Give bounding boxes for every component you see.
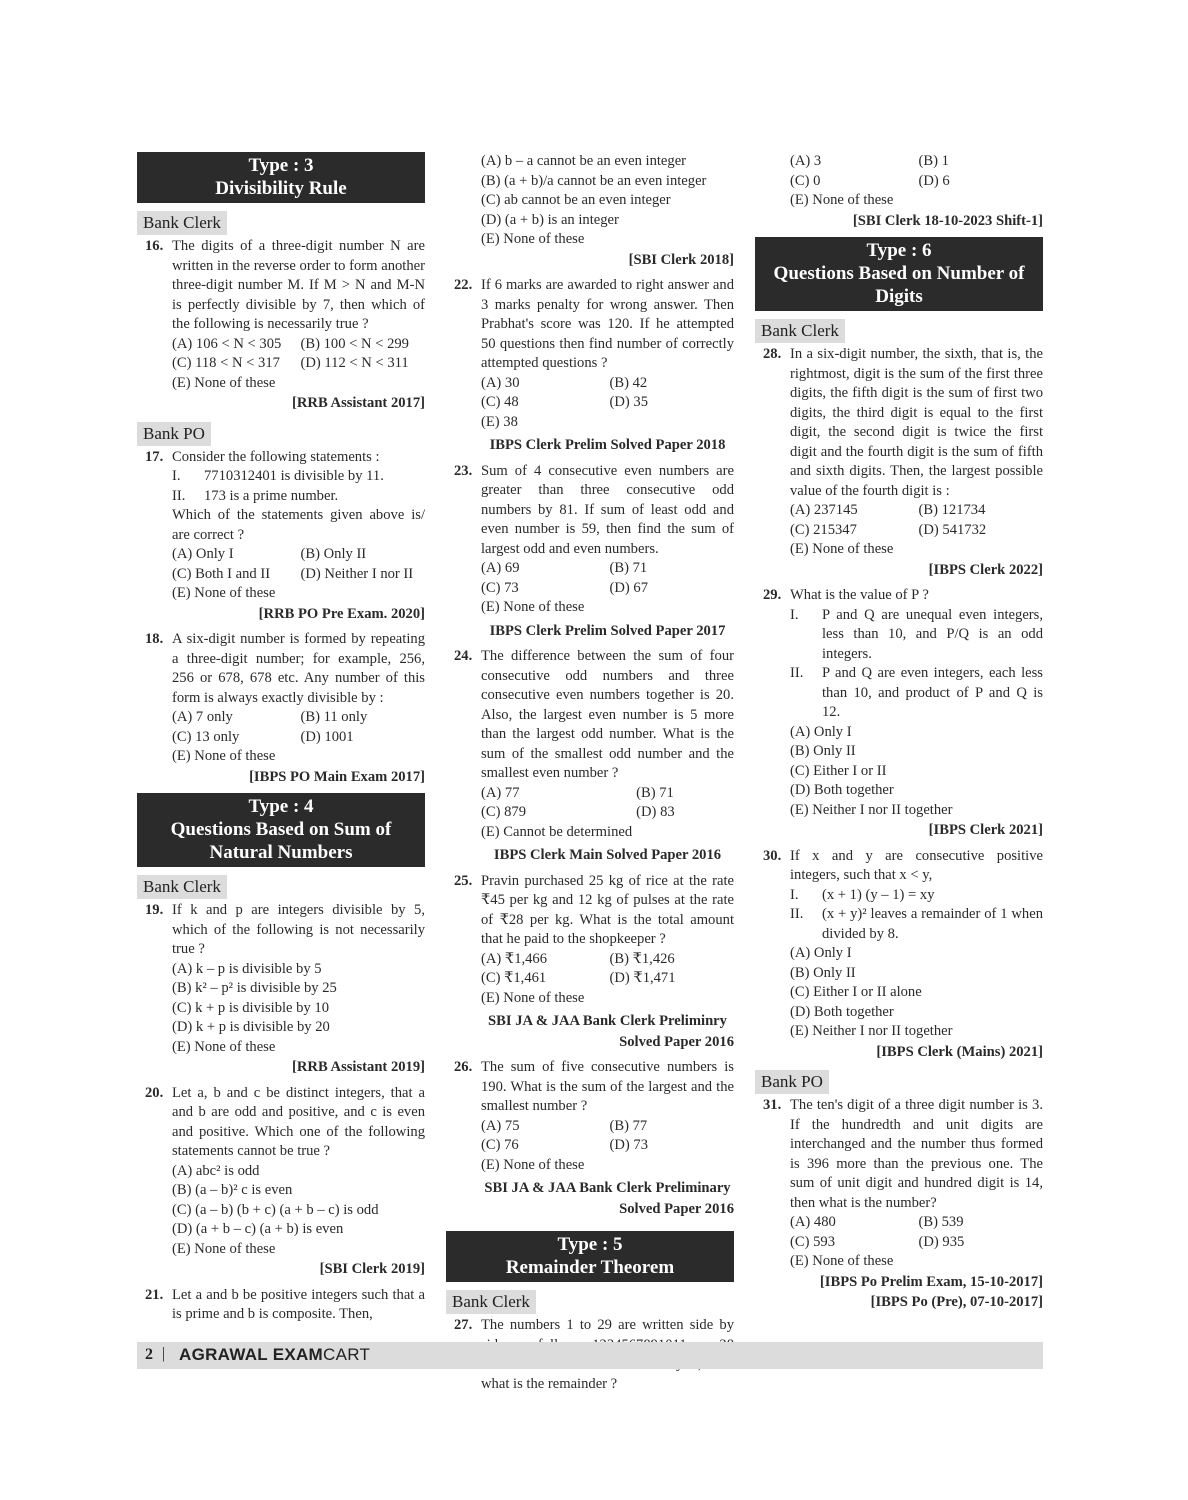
question-29 bbox=[755, 586, 1043, 841]
option-d: (D) 83 bbox=[636, 804, 675, 820]
statement-1 bbox=[790, 606, 1043, 665]
category-label: Bank Clerk bbox=[755, 319, 845, 343]
option-c: (C) k + p is divisible by 10 bbox=[172, 999, 330, 1016]
type-5-title: Type : 5 bbox=[557, 1234, 623, 1255]
option-d: (D) Both together bbox=[790, 782, 894, 798]
option-b: (B) ₹1,426 bbox=[609, 950, 675, 967]
option-c: (C) 13 only bbox=[172, 728, 240, 745]
option-a: (A) 75 bbox=[481, 1117, 520, 1134]
option-a: (A) Only I bbox=[790, 723, 852, 740]
statement-text: (x + y)² leaves a remainder of 1 when divided by 8. bbox=[822, 906, 1043, 942]
option-e: (E) None of these bbox=[481, 599, 585, 615]
option-d: (D) 112 < N < 311 bbox=[300, 355, 409, 371]
question-text: Pravin purchased 25 kg of rice at the rate ₹45 per kg and 12 kg of pulses at the rate of ₹28 per kg. What is the total amount that he paid to the shopkeeper ? bbox=[481, 872, 734, 947]
question-text: The ten's digit of a three digit number is 3. If the hundredth and unit digits are interchanged and the number thus formed is 396 more than the previous one. The sum of unit digit and hundred digit is 14, then what is the number? bbox=[790, 1097, 1043, 1211]
option-a: (A) 3 bbox=[790, 153, 822, 169]
type-4-subtitle-2: Natural Numbers bbox=[209, 842, 353, 863]
question-28 bbox=[755, 345, 1043, 580]
type-4-subtitle: Questions Based on Sum of bbox=[170, 819, 392, 840]
option-b: (B) (a + b)/a cannot be an even integer bbox=[481, 172, 707, 189]
option-e: (E) None of these bbox=[481, 1156, 585, 1173]
option-d: (D) Neither I nor II bbox=[300, 565, 414, 582]
statement-label: II. bbox=[790, 906, 804, 922]
category-label: Bank Clerk bbox=[137, 875, 227, 899]
question-source: [RRB Assistant 2017] bbox=[292, 395, 425, 411]
option-d: (D) ₹1,471 bbox=[609, 970, 676, 986]
question-text: A six-digit number is formed by repeating a three-digit number; for example, 256, 256 or 678, 678 etc. Any number of this form is always exactly divisible by : bbox=[172, 631, 425, 706]
option-b: (B) 42 bbox=[609, 374, 648, 391]
question-source: SBI JA & JAA Bank Clerk Preliminry bbox=[488, 1013, 727, 1029]
question-source-2: [IBPS Po (Pre), 07-10-2017] bbox=[870, 1294, 1043, 1310]
option-e: (E) 38 bbox=[481, 413, 518, 430]
question-text: Let a and b be positive integers such that a is prime and b is composite. Then, bbox=[172, 1286, 425, 1322]
question-source: [IBPS Clerk 2022] bbox=[928, 561, 1043, 578]
option-b: (B) 121734 bbox=[918, 502, 986, 518]
option-d: (D) 1001 bbox=[300, 728, 354, 745]
question-source: [SBI Clerk 2018] bbox=[628, 251, 734, 268]
option-a: (A) Only I bbox=[790, 945, 852, 961]
option-b: (B) Only II bbox=[790, 743, 856, 759]
question-text: Sum of 4 consecutive even numbers are greater than three consecutive odd numbers by 81. If sum of least odd and even number is 59, then find the sum of largest odd and even numbers. bbox=[481, 462, 734, 557]
question-text: Let a, b and c be distinct integers, that a and b are odd and positive, and c is even and positive. Which one of the following statements cannot be true ? bbox=[172, 1084, 425, 1159]
option-c: (C) (a – b) (b + c) (a + b – c) is odd bbox=[172, 1201, 379, 1218]
statement-2 bbox=[790, 664, 1043, 723]
option-d: (D) k + p is divisible by 20 bbox=[172, 1019, 330, 1035]
brand-logo bbox=[179, 1345, 370, 1365]
option-e: (E) None of these bbox=[790, 541, 894, 557]
question-source: [IBPS PO Main Exam 2017] bbox=[249, 768, 425, 785]
question-number: 31. bbox=[763, 1097, 782, 1113]
question-16 bbox=[137, 237, 425, 414]
category-label: Bank PO bbox=[755, 1070, 829, 1094]
question-source: [IBPS Clerk (Mains) 2021] bbox=[876, 1043, 1043, 1060]
question-text: The numbers 1 to 29 are written side by what is the remainder ? bbox=[481, 1317, 734, 1392]
question-number: 24. bbox=[454, 648, 473, 664]
footer-separator: | bbox=[162, 1345, 166, 1362]
option-a: (A) k – p is divisible by 5 bbox=[172, 960, 322, 977]
question-source-2: Solved Paper 2016 bbox=[619, 1200, 734, 1217]
option-b: (B) 100 < N < 299 bbox=[300, 335, 409, 352]
question-18 bbox=[137, 630, 425, 787]
column-3 bbox=[755, 152, 1043, 1319]
question-text: If k and p are integers divisible by 5, which of the following is not necessarily true ? bbox=[172, 902, 425, 957]
option-c: (C) 215347 bbox=[790, 521, 857, 538]
option-e: (E) Cannot be determined bbox=[481, 823, 633, 840]
option-e: (E) None of these bbox=[172, 374, 276, 391]
type-5-header bbox=[446, 1231, 734, 1282]
question-text: If x and y are consecutive positive integers, such that x < y, bbox=[790, 847, 1043, 883]
option-d: (D) Both together bbox=[790, 1003, 894, 1020]
question-source: IBPS Clerk Prelim Solved Paper 2017 bbox=[489, 622, 726, 639]
option-d: (D) 73 bbox=[609, 1137, 649, 1153]
option-a: (A) b – a cannot be an even integer bbox=[481, 153, 687, 169]
statement-text: 173 is a prime number. bbox=[204, 487, 339, 504]
question-source: IBPS Clerk Prelim Solved Paper 2018 bbox=[489, 437, 726, 453]
question-source: [IBPS Clerk 2021] bbox=[928, 822, 1043, 838]
question-number: 20. bbox=[145, 1084, 164, 1101]
category-label: Bank PO bbox=[137, 422, 211, 446]
question-number: 17. bbox=[145, 448, 164, 465]
statement-label: I. bbox=[790, 606, 799, 623]
option-c: (C) 48 bbox=[481, 394, 519, 410]
option-e: (E) None of these bbox=[481, 989, 585, 1006]
statement-label: II. bbox=[790, 665, 804, 681]
question-30 bbox=[755, 847, 1043, 1063]
option-b: (B) k² – p² is divisible by 25 bbox=[172, 980, 337, 996]
question-text: Consider the following statements : bbox=[172, 448, 380, 465]
option-d: (D) (a + b) is an integer bbox=[481, 211, 619, 228]
option-a: (A) 480 bbox=[790, 1214, 836, 1230]
question-19 bbox=[137, 901, 425, 1078]
option-b: (B) Only II bbox=[790, 964, 856, 981]
option-a: (A) ₹1,466 bbox=[481, 950, 548, 967]
category-label: Bank Clerk bbox=[446, 1290, 536, 1314]
column-2 bbox=[446, 152, 734, 1394]
question-24 bbox=[446, 647, 734, 866]
option-b: (B) 1 bbox=[918, 153, 949, 169]
question-26 bbox=[446, 1058, 734, 1219]
type-6-header bbox=[755, 237, 1043, 311]
option-e: (E) None of these bbox=[172, 1038, 276, 1055]
brand-name-light: CART bbox=[323, 1345, 371, 1364]
option-c: (C) 879 bbox=[481, 804, 526, 820]
question-text: If 6 marks are awarded to right answer and 3 marks penalty for wrong answer. Then Prabhat's score was 120. If he attempted 50 questions then find number of correctly attempted questions ? bbox=[481, 277, 734, 371]
question-text: The digits of a three-digit number N are written in the reverse order to form another three-digit number M. If M > N and M-N is perfectly divisible by 7, then which of the following is necessarily true ? bbox=[172, 238, 425, 332]
option-c: (C) Either I or II alone bbox=[790, 984, 922, 1000]
question-text: The difference between the sum of four consecutive odd numbers and three consecutive even numbers together is 20. Also, the largest even number is 5 more than the largest odd number. What is the sum of the smallest odd number and the smallest even number ? bbox=[481, 648, 734, 781]
question-number: 23. bbox=[454, 462, 473, 479]
type-3-title: Type : 3 bbox=[248, 155, 314, 176]
option-a: (A) abc² is odd bbox=[172, 1162, 260, 1179]
option-d: (D) 6 bbox=[918, 172, 950, 189]
question-source: [SBI Clerk 2019] bbox=[319, 1261, 425, 1277]
option-c: (C) 0 bbox=[790, 172, 821, 189]
type-4-title: Type : 4 bbox=[248, 796, 314, 817]
question-number: 29. bbox=[763, 587, 782, 603]
question-23 bbox=[446, 462, 734, 642]
option-e: (E) None of these bbox=[172, 1240, 276, 1257]
question-number: 18. bbox=[145, 631, 164, 647]
question-25 bbox=[446, 872, 734, 1053]
option-a: (A) 237145 bbox=[790, 502, 858, 518]
type-6-title: Type : 6 bbox=[866, 240, 932, 261]
question-source-2: Solved Paper 2016 bbox=[619, 1033, 734, 1050]
question-source: [IBPS Po Prelim Exam, 15-10-2017] bbox=[819, 1273, 1043, 1290]
question-number: 30. bbox=[763, 847, 782, 864]
option-c: (C) 118 < N < 317 bbox=[172, 355, 280, 371]
option-a: (A) 7 only bbox=[172, 709, 233, 725]
question-text: In a six-digit number, the sixth, that is, the rightmost, digit is the sum of the first three digits, the fifth digit is the sum of first two digits, the third digit is equal to the first digit, the second digit is twice the first digit and the fourth digit is the sum of fifth and sixth digits. Then, the largest possible value of the fourth digit is : bbox=[790, 346, 1043, 499]
type-3-header bbox=[137, 152, 425, 203]
question-22 bbox=[446, 276, 734, 456]
question-source: IBPS Clerk Main Solved Paper 2016 bbox=[493, 847, 722, 863]
type-6-subtitle: Questions Based on Number of bbox=[773, 263, 1025, 284]
option-b: (B) 77 bbox=[609, 1117, 648, 1134]
question-source: [SBI Clerk 18-10-2023 Shift-1] bbox=[852, 212, 1043, 229]
option-e: (E) None of these bbox=[172, 585, 276, 601]
option-c: (C) Both I and II bbox=[172, 565, 271, 582]
option-b: (B) Only II bbox=[300, 546, 367, 562]
type-4-header bbox=[137, 793, 425, 867]
question-21-options bbox=[446, 152, 734, 270]
statement-1 bbox=[790, 886, 1043, 906]
option-c: (C) 73 bbox=[481, 579, 519, 596]
question-17 bbox=[137, 448, 425, 625]
question-source: [RRB PO Pre Exam. 2020] bbox=[258, 605, 425, 622]
option-d: (D) 935 bbox=[918, 1233, 965, 1250]
option-d: (D) 541732 bbox=[918, 521, 987, 538]
question-27-options bbox=[755, 152, 1043, 231]
option-e: (E) None of these bbox=[790, 1253, 894, 1269]
option-b: (B) 11 only bbox=[300, 709, 368, 725]
option-d: (D) (a + b – c) (a + b) is even bbox=[172, 1221, 344, 1237]
type-6-subtitle-2: Digits bbox=[875, 286, 923, 307]
statement-1 bbox=[172, 467, 425, 487]
statement-2 bbox=[172, 487, 425, 507]
question-text: The sum of five consecutive numbers is 190. What is the sum of the largest and the smallest number ? bbox=[481, 1059, 734, 1114]
statement-text: P and Q are even integers, each less than 10, and product of P and Q is 12. bbox=[822, 665, 1043, 720]
question-number: 19. bbox=[145, 902, 164, 918]
question-number: 25. bbox=[454, 872, 473, 889]
category-label: Bank Clerk bbox=[137, 211, 227, 235]
question-number: 27. bbox=[454, 1317, 473, 1333]
option-c: (C) Either I or II bbox=[790, 762, 887, 779]
statement-text: P and Q are unequal even integers, less than 10, and P/Q is an odd integers. bbox=[822, 606, 1043, 662]
question-text-2: Which of the statements given above is/ are correct ? bbox=[172, 507, 425, 543]
brand-name-bold: AGRAWAL EXAM bbox=[179, 1345, 324, 1364]
page-number: 2 bbox=[145, 1346, 153, 1363]
option-e: (E) None of these bbox=[790, 192, 894, 208]
statement-text: 7710312401 is divisible by 11. bbox=[204, 468, 384, 484]
option-b: (B) 71 bbox=[636, 784, 674, 801]
option-e: (E) None of these bbox=[172, 748, 276, 764]
option-e: (E) Neither I nor II together bbox=[790, 801, 953, 818]
question-source: SBI JA & JAA Bank Clerk Preliminary bbox=[484, 1180, 731, 1196]
question-number: 22. bbox=[454, 277, 473, 293]
question-21 bbox=[137, 1286, 425, 1325]
option-b: (B) (a – b)² c is even bbox=[172, 1182, 293, 1198]
option-b: (B) 539 bbox=[918, 1214, 964, 1230]
page-footer bbox=[137, 1342, 1043, 1369]
question-31 bbox=[755, 1096, 1043, 1313]
question-number: 21. bbox=[145, 1286, 164, 1303]
column-1 bbox=[137, 152, 425, 1325]
question-number: 16. bbox=[145, 238, 164, 254]
option-c: (C) ₹1,461 bbox=[481, 970, 547, 986]
option-e: (E) None of these bbox=[481, 231, 585, 247]
option-e: (E) Neither I nor II together bbox=[790, 1023, 953, 1039]
question-20 bbox=[137, 1084, 425, 1280]
statement-label: II. bbox=[172, 487, 186, 504]
option-b: (B) 71 bbox=[609, 560, 648, 576]
option-c: (C) 593 bbox=[790, 1233, 835, 1250]
statement-label: I. bbox=[790, 886, 799, 903]
option-a: (A) 69 bbox=[481, 560, 520, 576]
question-text: What is the value of P ? bbox=[790, 587, 929, 603]
statement-text: (x + 1) (y – 1) = xy bbox=[822, 886, 935, 903]
type-5-subtitle: Remainder Theorem bbox=[505, 1257, 675, 1278]
option-d: (D) 67 bbox=[609, 579, 649, 596]
type-3-subtitle: Divisibility Rule bbox=[215, 178, 347, 199]
option-a: (A) 30 bbox=[481, 374, 520, 391]
option-a: (A) 77 bbox=[481, 784, 520, 801]
option-a: (A) Only I bbox=[172, 546, 234, 562]
option-d: (D) 35 bbox=[609, 394, 649, 410]
question-number: 26. bbox=[454, 1059, 473, 1075]
statement-2 bbox=[790, 905, 1043, 944]
question-number: 28. bbox=[763, 346, 782, 362]
option-c: (C) ab cannot be an even integer bbox=[481, 192, 671, 208]
question-source: [RRB Assistant 2019] bbox=[292, 1059, 425, 1075]
option-c: (C) 76 bbox=[481, 1137, 519, 1153]
statement-label: I. bbox=[172, 468, 181, 484]
option-a: (A) 106 < N < 305 bbox=[172, 335, 282, 352]
